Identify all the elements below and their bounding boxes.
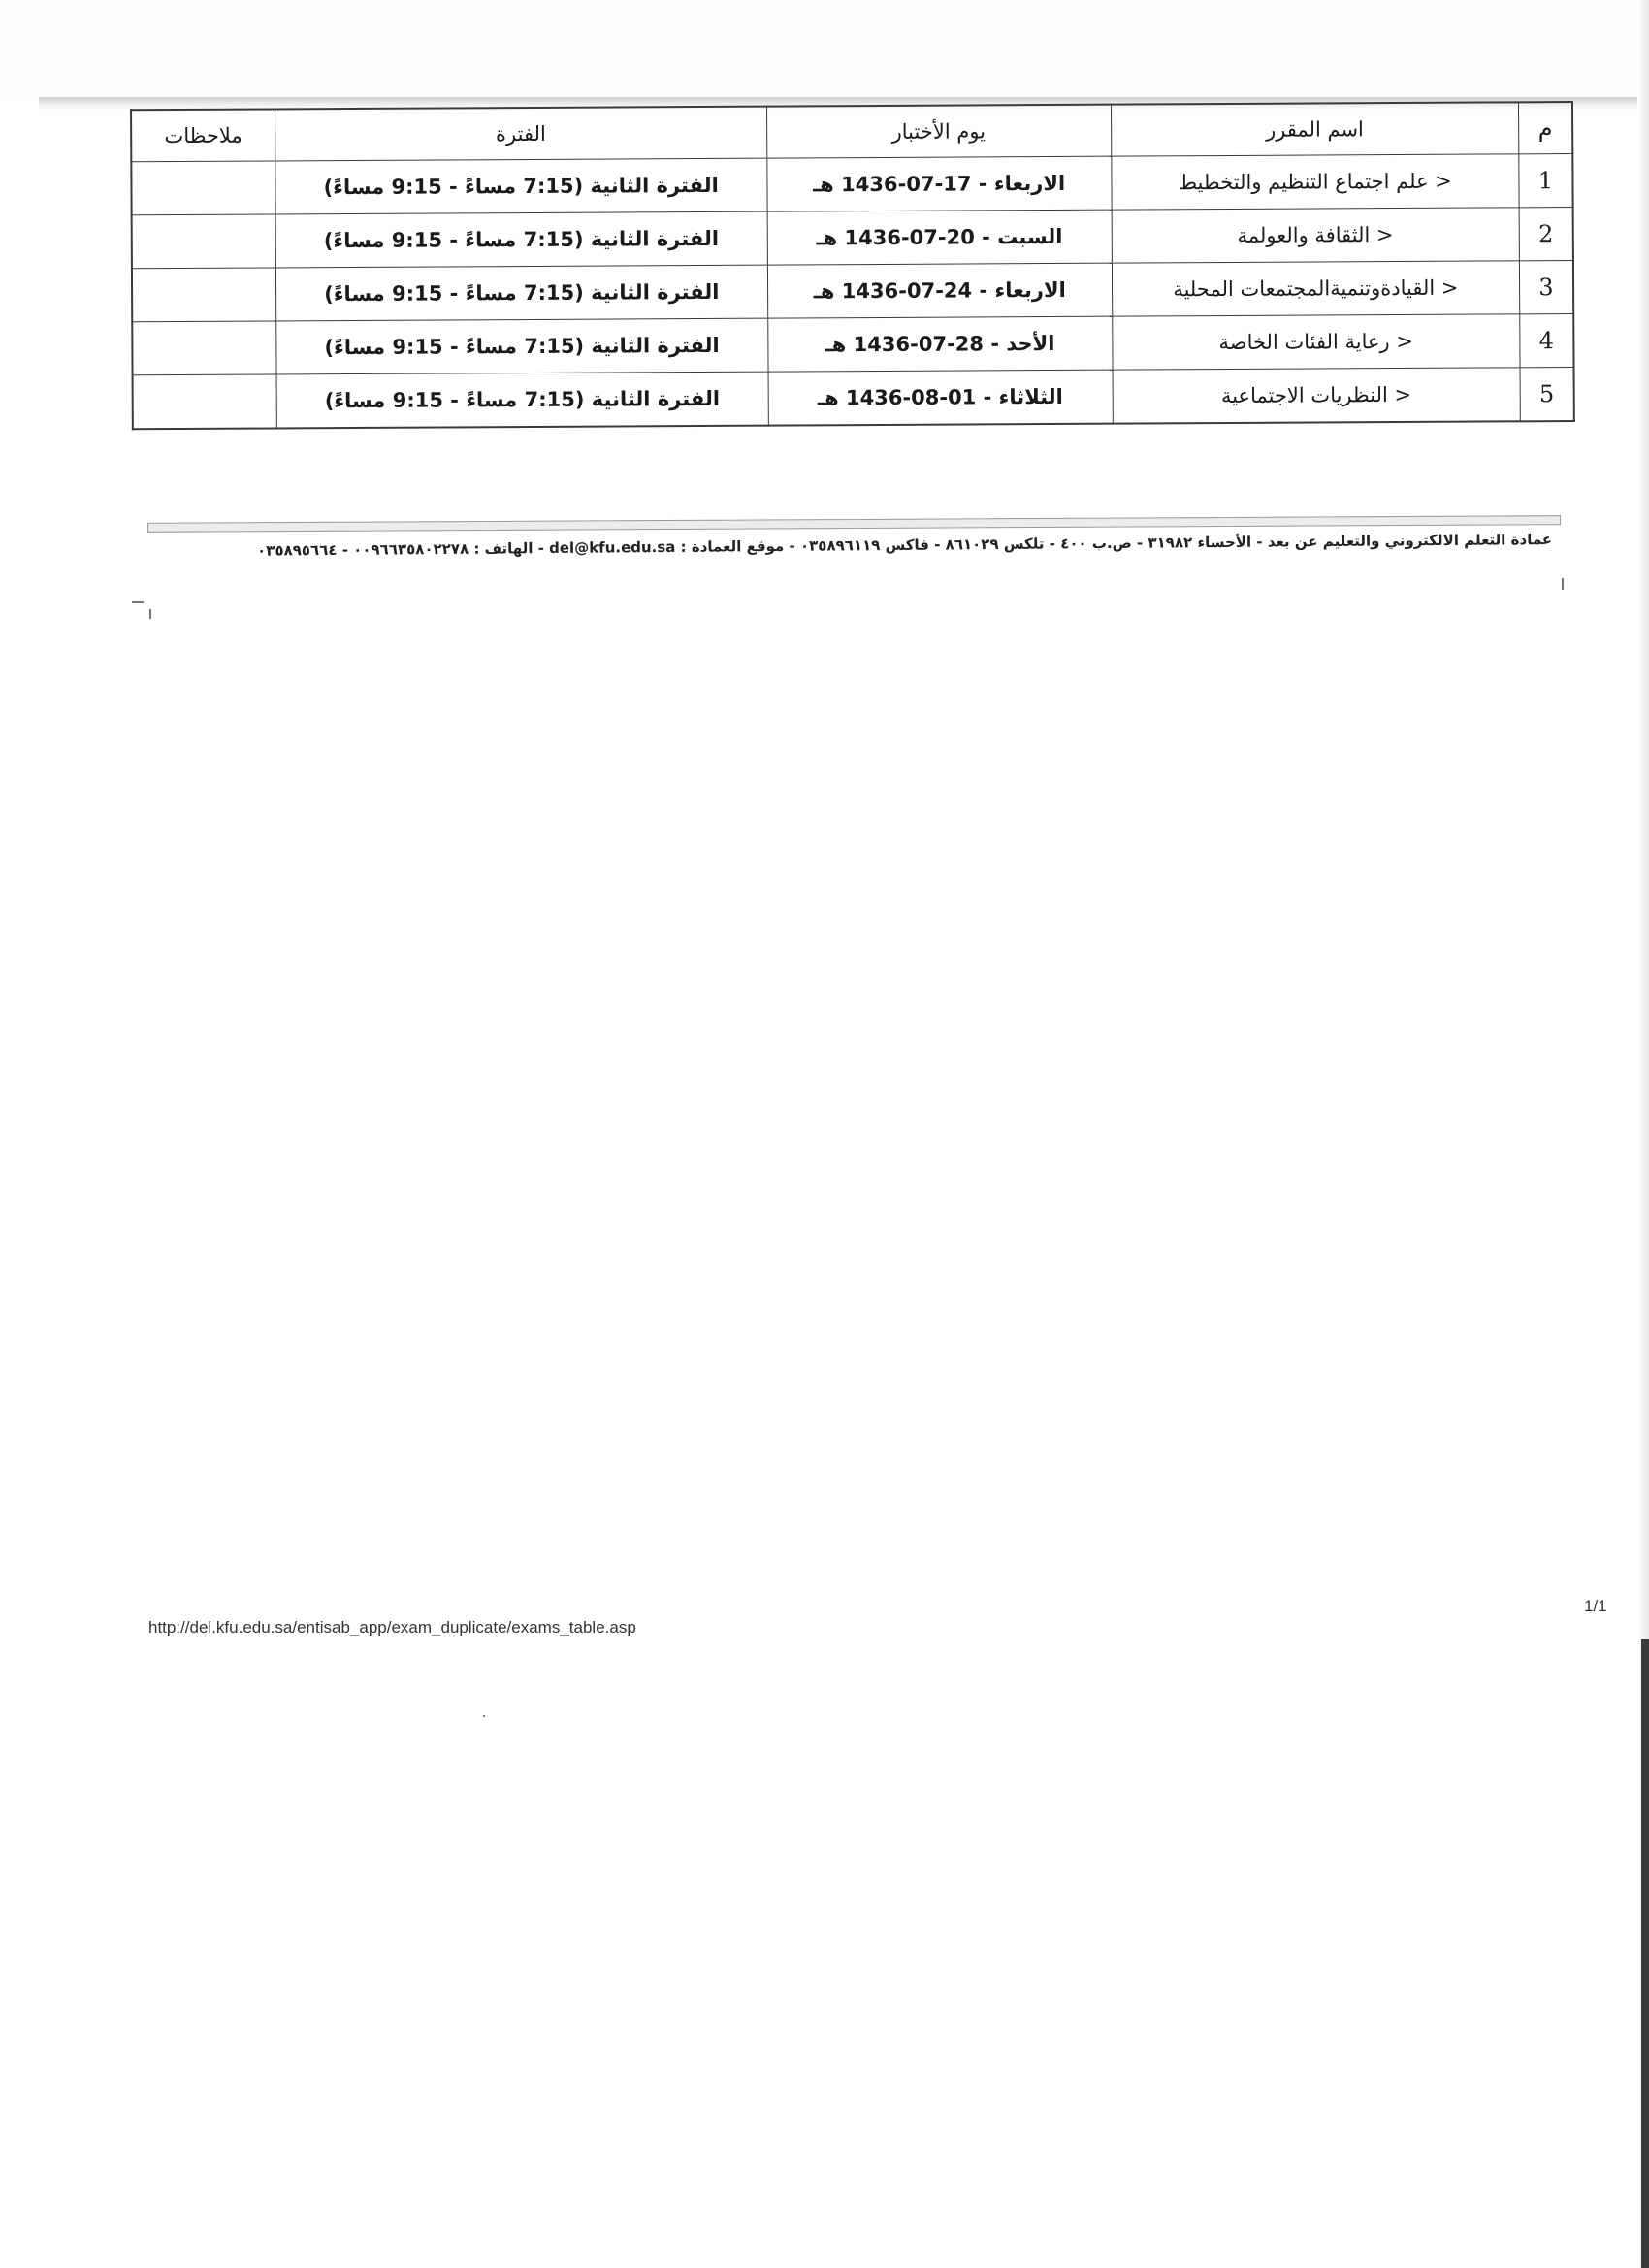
header-date: يوم الأختبار bbox=[766, 105, 1111, 158]
row-course: < النظريات الاجتماعية bbox=[1113, 368, 1521, 424]
row-notes bbox=[133, 374, 277, 429]
scan-speck bbox=[483, 1715, 485, 1717]
header-num: م bbox=[1518, 102, 1572, 154]
scan-speck bbox=[132, 601, 144, 603]
row-date: الاربعاء - 17-07-1436 هـ bbox=[766, 156, 1111, 211]
row-course: < علم اجتماع التنظيم والتخطيط bbox=[1111, 154, 1519, 210]
header-course: اسم المقرر bbox=[1111, 102, 1519, 156]
scan-bottom-right-edge bbox=[1641, 1639, 1649, 2268]
scan-speck bbox=[149, 609, 151, 619]
table-row bbox=[131, 154, 1572, 215]
print-url: http://del.kfu.edu.sa/entisab_app/exam_duplicate/exams_table.asp bbox=[148, 1618, 636, 1636]
row-notes bbox=[132, 321, 276, 375]
scan-top-margin bbox=[0, 0, 1649, 95]
row-period: الفترة الثانية (7:15 مساءً - 9:15 مساءً) bbox=[275, 158, 767, 214]
row-period: الفترة الثانية (7:15 مساءً - 9:15 مساءً) bbox=[275, 265, 767, 321]
table-row bbox=[132, 314, 1573, 375]
row-num: 1 bbox=[1519, 154, 1573, 208]
header-notes: ملاحظات bbox=[131, 109, 275, 161]
row-date: الاربعاء - 24-07-1436 هـ bbox=[767, 263, 1112, 318]
table-row bbox=[132, 208, 1573, 269]
footer-contact-info: عمادة التعلم الالكتروني والتعليم عن بعد - الأحساء ٣١٩٨٢ - ص.ب ٤٠٠ - تلكس ٨٦١٠٢٩ - فاكس ٠٣٥٨٩٦١١٩ - موقع العمادة : del@kfu.edu.sa - الهاتف : ٠٠٩٦٦٣٥٨٠٢٢٧٨ - ٠٣٥٨٩٥٦٦٤ bbox=[257, 530, 1553, 560]
row-num: 5 bbox=[1520, 368, 1574, 422]
row-date: الأحد - 28-07-1436 هـ bbox=[767, 316, 1112, 372]
exam-schedule-table bbox=[130, 101, 1575, 430]
row-period: الفترة الثانية (7:15 مساءً - 9:15 مساءً) bbox=[276, 318, 768, 374]
row-num: 4 bbox=[1520, 314, 1574, 368]
row-course: < رعاية الفئات الخاصة bbox=[1112, 314, 1520, 370]
page-count: 1/1 bbox=[1584, 1597, 1607, 1615]
row-date: السبت - 20-07-1436 هـ bbox=[767, 210, 1112, 265]
row-notes bbox=[131, 161, 275, 215]
table-row bbox=[133, 368, 1574, 430]
row-course: < القيادةوتنميةالمجتمعات المحلية bbox=[1112, 261, 1520, 316]
row-num: 2 bbox=[1519, 208, 1573, 261]
row-notes bbox=[132, 268, 276, 322]
row-notes bbox=[132, 214, 276, 269]
row-date: الثلاثاء - 01-08-1436 هـ bbox=[768, 370, 1113, 425]
scan-speck bbox=[1562, 578, 1564, 590]
row-period: الفترة الثانية (7:15 مساءً - 9:15 مساءً) bbox=[275, 211, 767, 268]
table-row bbox=[132, 261, 1573, 322]
header-period: الفترة bbox=[275, 107, 766, 161]
row-num: 3 bbox=[1519, 261, 1573, 314]
table-header-row bbox=[131, 102, 1572, 162]
row-period: الفترة الثانية (7:15 مساءً - 9:15 مساءً) bbox=[276, 372, 768, 428]
row-course: < الثقافة والعولمة bbox=[1112, 208, 1520, 263]
